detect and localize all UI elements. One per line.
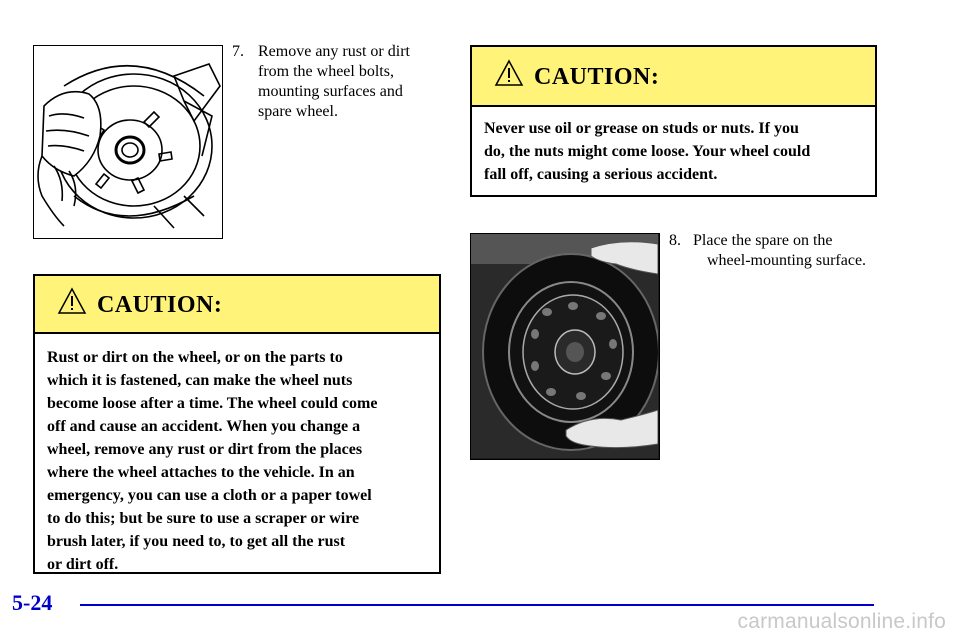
caution-line: fall off, causing a serious accident.	[484, 166, 718, 183]
caution-line: emergency, you can use a cloth or a paper towel	[47, 487, 372, 504]
caution-line: brush later, if you need to, to get all the rust	[47, 533, 346, 550]
watermark: carmanualsonline.info	[737, 610, 946, 633]
caution-line: become loose after a time. The wheel could come	[47, 395, 378, 412]
caution-line: Never use oil or grease on studs or nuts. If you	[484, 120, 799, 137]
caution-header	[472, 47, 875, 107]
page-number: 5-24	[12, 590, 53, 615]
caution-line: to do this; but be sure to use a scraper or wire	[47, 510, 360, 527]
footer-rule	[80, 604, 874, 606]
caution-box-rust	[33, 274, 441, 574]
step-7-line-1: Remove any rust or dirt	[258, 43, 410, 60]
step-8-line-1: Place the spare on the	[693, 232, 833, 249]
step-8	[669, 231, 899, 281]
spare-tire-photo	[470, 233, 660, 460]
caution-title: CAUTION:	[97, 292, 223, 318]
warning-triangle-icon	[57, 287, 87, 315]
step-7-line-3: mounting surfaces and	[258, 83, 403, 100]
step-7-line-4: spare wheel.	[258, 103, 338, 120]
caution-body	[484, 117, 874, 186]
caution-box-oil	[470, 45, 877, 197]
caution-line: off and cause an accident. When you change a	[47, 418, 361, 435]
hub-cleaning-illustration	[33, 45, 223, 239]
caution-line: Rust or dirt on the wheel, or on the parts to	[47, 349, 343, 366]
step-8-line-2: wheel-mounting surface.	[707, 252, 867, 269]
caution-title: CAUTION:	[534, 64, 660, 90]
warning-triangle-icon	[494, 59, 524, 87]
step-7	[232, 42, 452, 132]
step-8-number: 8.	[669, 232, 681, 249]
caution-header	[35, 276, 439, 334]
caution-line: do, the nuts might come loose. Your wheel could	[484, 143, 811, 160]
hub-drawing	[34, 46, 221, 237]
caution-line: which it is fastened, can make the wheel nuts	[47, 372, 353, 389]
caution-line: or dirt off.	[47, 556, 119, 573]
tire-drawing	[471, 234, 658, 458]
caution-body	[47, 346, 439, 576]
step-7-line-2: from the wheel bolts,	[258, 63, 394, 80]
caution-line: where the wheel attaches to the vehicle. In an	[47, 464, 355, 481]
step-7-number: 7.	[232, 43, 244, 60]
caution-line: wheel, remove any rust or dirt from the places	[47, 441, 363, 458]
